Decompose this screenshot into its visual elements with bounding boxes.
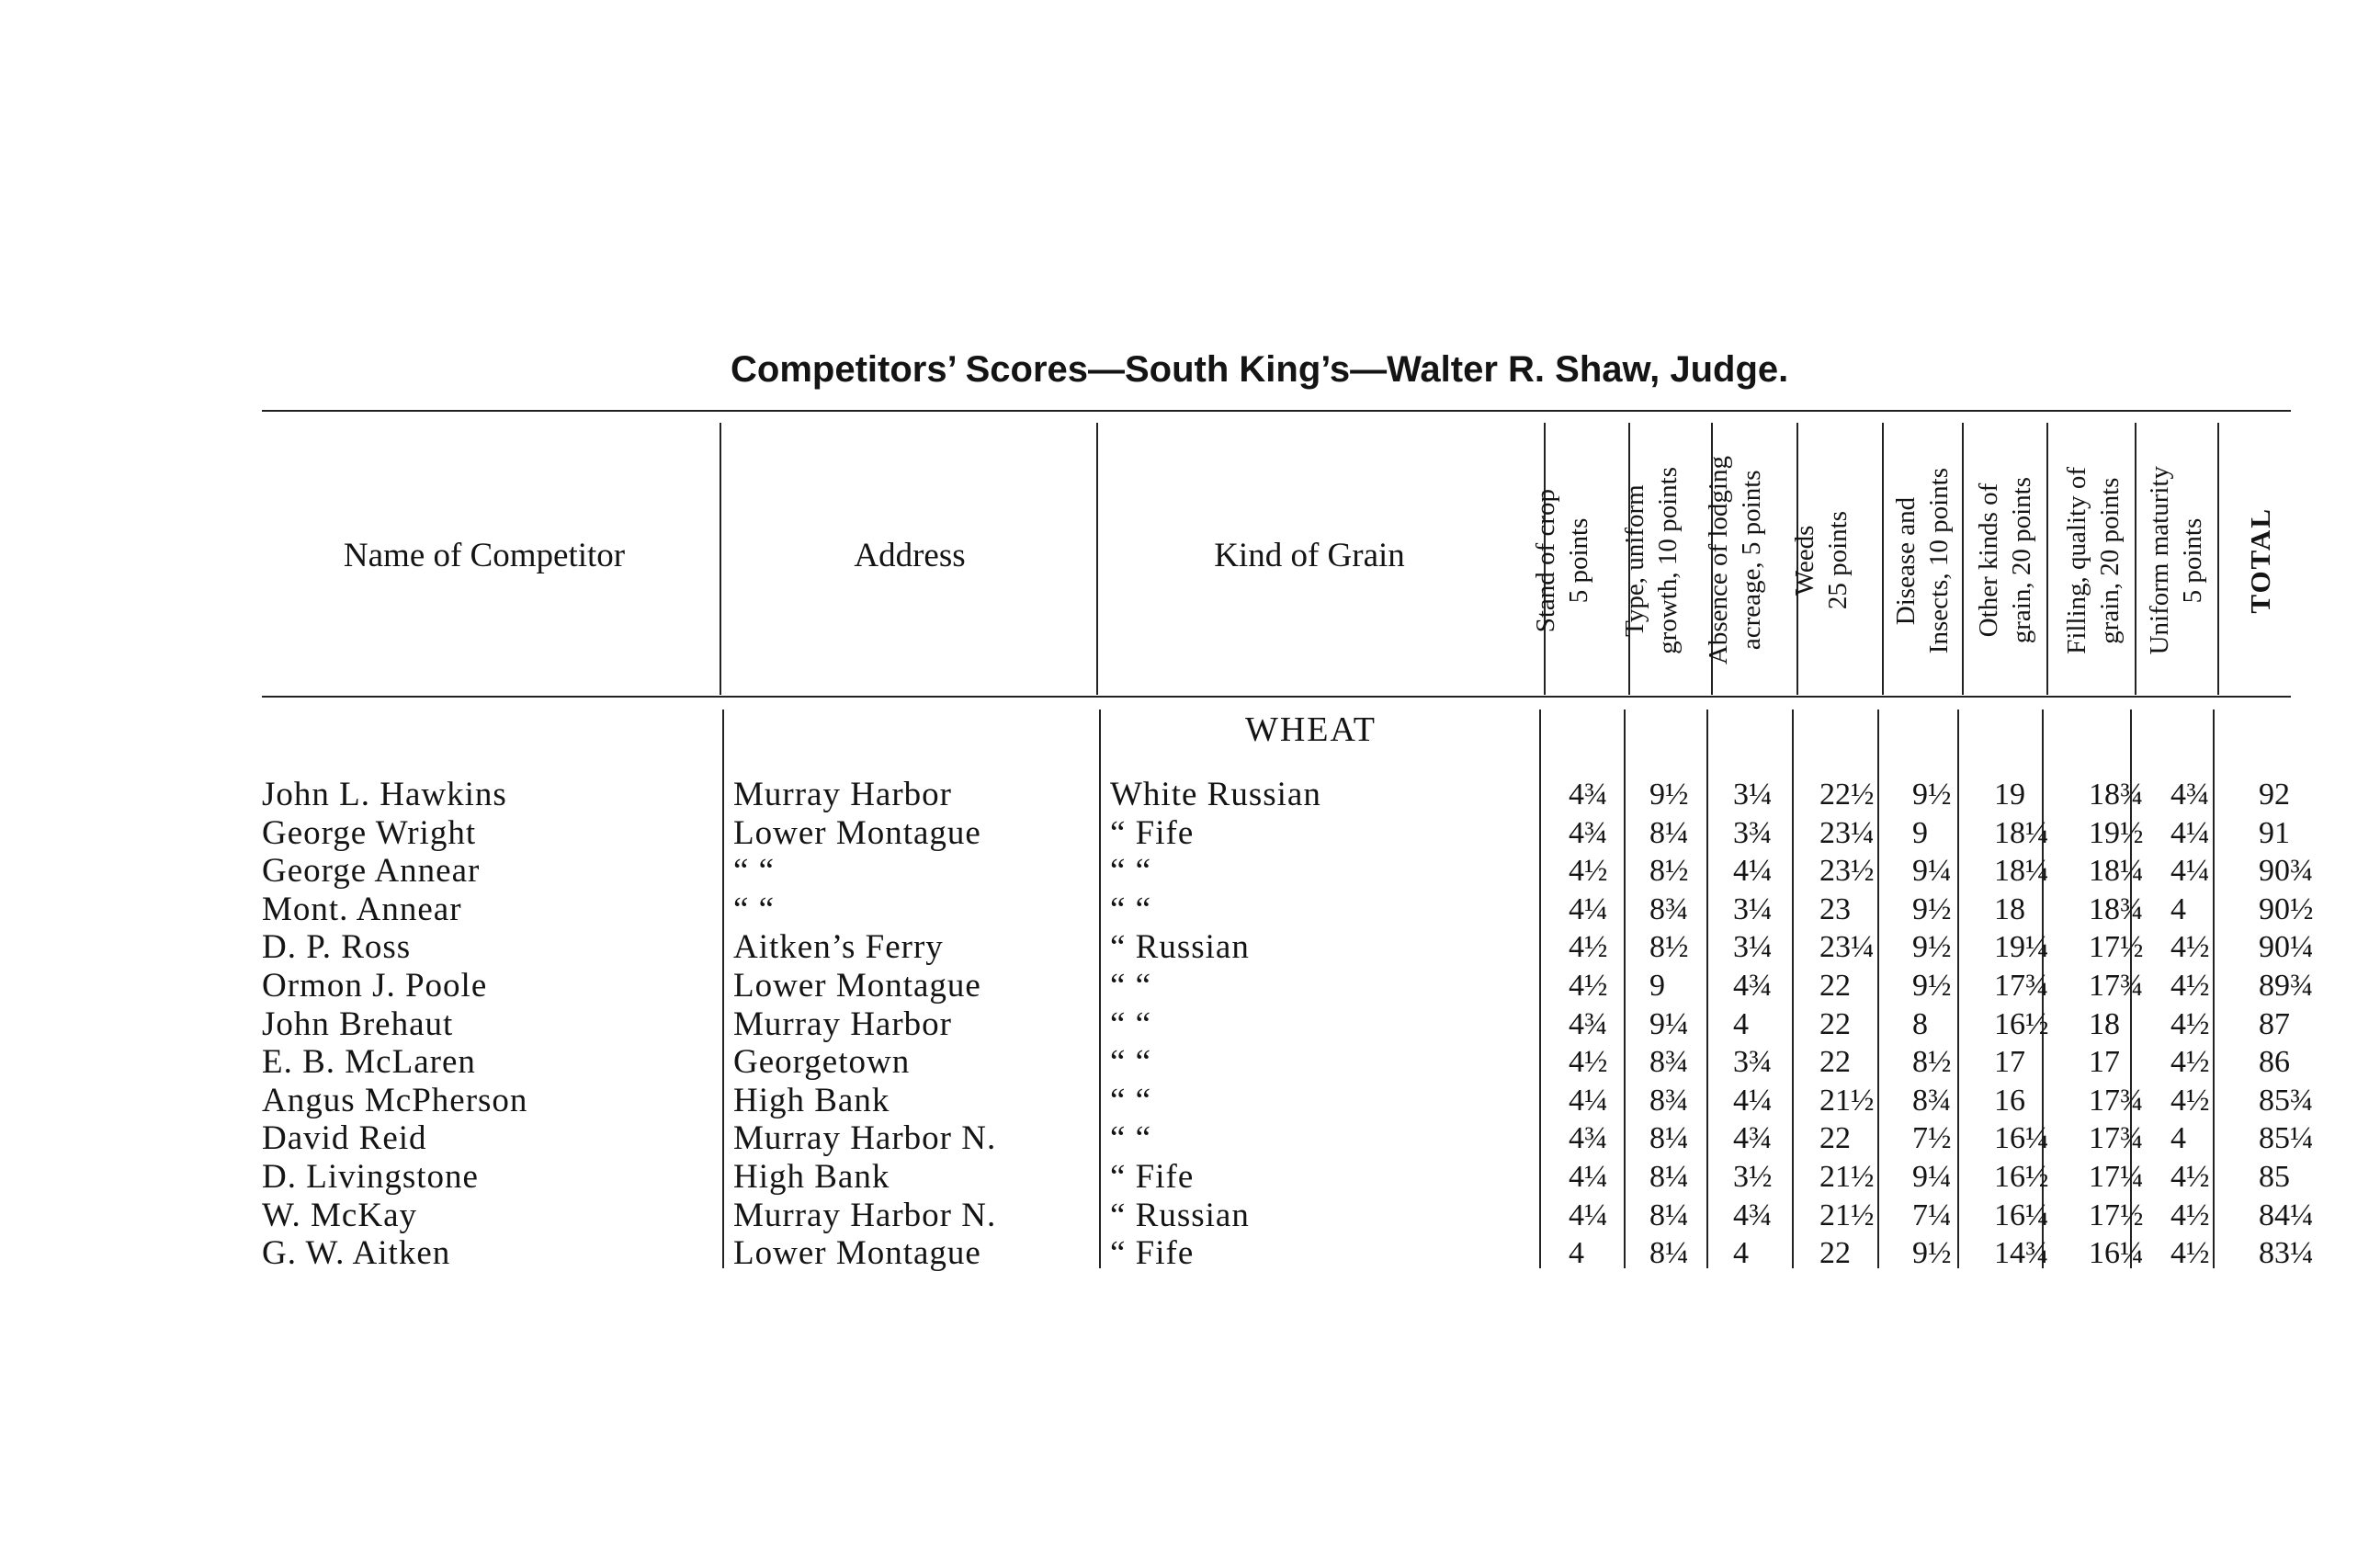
competitor-address: “ “ <box>733 890 776 928</box>
competitor-address: Murray Harbor <box>733 776 952 813</box>
score-cell: 9 <box>1649 969 1665 1003</box>
grain-kind: “ “ <box>1110 967 1152 1005</box>
table-row <box>0 1198 2380 1234</box>
header-top-rule <box>262 410 2291 412</box>
competitor-name: Angus McPherson <box>262 1081 528 1119</box>
competitor-name: G. W. Aitken <box>262 1234 451 1273</box>
score-cell: 16¼ <box>2089 1236 2144 1271</box>
score-cell: 9½ <box>1912 1236 1952 1271</box>
score-cell: 8¼ <box>1649 1160 1689 1194</box>
score-cell: 23½ <box>1819 854 1875 889</box>
score-column-header-line: 25 points <box>1823 511 1853 610</box>
grain-kind: “ Fife <box>1110 1158 1195 1196</box>
table-row <box>0 1083 2380 1119</box>
header-name: Name of Competitor <box>343 537 626 574</box>
score-cell: 22 <box>1819 1045 1851 1080</box>
grain-kind: “ “ <box>1110 1043 1152 1082</box>
table-row <box>0 1044 2380 1081</box>
score-cell: 7¼ <box>1912 1198 1952 1232</box>
score-column-header <box>1962 423 2048 698</box>
grain-kind: “ “ <box>1110 890 1152 928</box>
score-cell: 9¼ <box>1912 1160 1952 1194</box>
score-total: 85¼ <box>2259 1121 2314 1156</box>
competitor-name: David Reid <box>262 1119 427 1158</box>
table-row <box>0 891 2380 928</box>
score-cell: 3¾ <box>1733 1045 1773 1080</box>
score-cell: 19¼ <box>1994 930 2049 965</box>
score-total: 83¼ <box>2259 1236 2314 1271</box>
score-cell: 8¼ <box>1649 1198 1689 1232</box>
score-cell: 4 <box>2170 1121 2186 1156</box>
score-cell: 4¾ <box>1733 1121 1773 1156</box>
score-cell: 22½ <box>1819 778 1875 812</box>
score-total: 87 <box>2259 1006 2290 1041</box>
score-cell: 4¾ <box>1569 778 1608 812</box>
score-cell: 19 <box>1994 778 2025 812</box>
score-cell: 18¼ <box>2089 854 2144 889</box>
competitor-name: E. B. McLaren <box>262 1043 476 1082</box>
score-cell: 4¼ <box>1569 1083 1608 1118</box>
score-column-header-line: Disease and <box>1891 496 1921 625</box>
score-cell: 4½ <box>2170 969 2210 1003</box>
score-column-header-line: TOTAL <box>2244 507 2276 614</box>
score-cell: 8¾ <box>1649 891 1689 926</box>
score-column-header <box>1521 423 1604 698</box>
score-cell: 3½ <box>1733 1160 1773 1194</box>
score-column-header-line: Uniform maturity <box>2145 466 2174 655</box>
score-cell: 8¾ <box>1912 1083 1952 1118</box>
score-cell: 18 <box>1994 891 2025 926</box>
score-cell: 9 <box>1912 815 1928 850</box>
score-cell: 8 <box>1912 1006 1928 1041</box>
competitor-address: Murray Harbor N. <box>733 1119 997 1158</box>
table-row <box>0 968 2380 1005</box>
score-cell: 8½ <box>1912 1045 1952 1080</box>
score-cell: 18¼ <box>1994 815 2049 850</box>
score-cell: 4¼ <box>1569 1160 1608 1194</box>
score-cell: 9½ <box>1912 930 1952 965</box>
score-total: 91 <box>2259 815 2290 850</box>
score-column-header-text <box>1972 477 2038 643</box>
score-column-header-line: Stand of crop <box>1531 488 1560 633</box>
score-cell: 8¾ <box>1649 1083 1689 1118</box>
score-cell: 23¼ <box>1819 930 1875 965</box>
score-column-header-text <box>2060 467 2126 654</box>
competitor-address: Lower Montague <box>733 1234 981 1273</box>
score-column-header-line: Other kinds of <box>1974 483 2003 638</box>
competitor-name: D. P. Ross <box>262 928 412 967</box>
header-column-rule <box>1096 423 1098 695</box>
competitor-address: Murray Harbor <box>733 1005 952 1043</box>
score-cell: 18¼ <box>1994 854 2049 889</box>
score-column-header-line: Weeds <box>1790 525 1819 596</box>
score-column-header-text <box>1618 467 1684 654</box>
score-cell: 7½ <box>1912 1121 1952 1156</box>
grain-kind: “ Fife <box>1110 813 1195 852</box>
score-cell: 8½ <box>1649 930 1689 965</box>
score-column-header <box>2051 423 2136 698</box>
score-cell: 17¾ <box>2089 1083 2144 1118</box>
score-cell: 4 <box>1733 1236 1749 1271</box>
score-cell: 4¾ <box>1569 1121 1608 1156</box>
score-cell: 4½ <box>1569 930 1608 965</box>
competitor-address: Lower Montague <box>733 967 981 1005</box>
score-cell: 4½ <box>2170 930 2210 965</box>
competitor-name: John L. Hawkins <box>262 776 507 813</box>
score-cell: 9¼ <box>1912 854 1952 889</box>
score-cell: 22 <box>1819 1121 1851 1156</box>
score-cell: 17¼ <box>2089 1160 2144 1194</box>
score-cell: 4½ <box>2170 1006 2210 1041</box>
score-cell: 16¼ <box>1994 1198 2049 1232</box>
competitor-address: High Bank <box>733 1158 890 1196</box>
table-row <box>0 929 2380 966</box>
score-total: 89¾ <box>2259 969 2314 1003</box>
score-total: 86 <box>2259 1045 2290 1080</box>
score-total: 85¾ <box>2259 1083 2314 1118</box>
score-column-header-text <box>1788 511 1854 609</box>
score-cell: 16½ <box>1994 1160 2049 1194</box>
grain-kind: “ Fife <box>1110 1234 1195 1273</box>
score-cell: 4 <box>1569 1236 1584 1271</box>
score-cell: 17¾ <box>1994 969 2049 1003</box>
score-cell: 4½ <box>2170 1236 2210 1271</box>
competitor-address: Lower Montague <box>733 813 981 852</box>
score-cell: 4 <box>1733 1006 1749 1041</box>
table-row <box>0 777 2380 813</box>
score-column-header-line: growth, 10 points <box>1653 467 1683 654</box>
score-column-header-line: Filling, quality of <box>2062 467 2091 654</box>
score-cell: 17¾ <box>2089 969 2144 1003</box>
score-cell: 4¾ <box>1569 1006 1608 1041</box>
score-cell: 16 <box>1994 1083 2025 1118</box>
score-column-header-line: 5 points <box>1564 517 1593 604</box>
competitor-name: John Brehaut <box>262 1005 454 1043</box>
page-title: Competitors’ Scores—South King’s—Walter R. Shaw, Judge. <box>731 349 1789 390</box>
score-cell: 4¾ <box>1569 815 1608 850</box>
score-column-header-text <box>1702 456 1768 664</box>
score-cell: 9¼ <box>1649 1006 1689 1041</box>
score-cell: 19½ <box>2089 815 2144 850</box>
score-cell: 21½ <box>1819 1083 1875 1118</box>
score-cell: 16¼ <box>1994 1121 2049 1156</box>
competitor-name: George Wright <box>262 813 477 852</box>
score-cell: 17½ <box>2089 930 2144 965</box>
score-column-header-text <box>2244 507 2277 614</box>
score-cell: 22 <box>1819 1006 1851 1041</box>
score-cell: 4½ <box>2170 1198 2210 1232</box>
score-column-header-text <box>2143 466 2209 654</box>
score-cell: 23 <box>1819 891 1851 926</box>
score-column-header <box>1693 423 1777 698</box>
score-column-header-line: grain, 20 points <box>2095 477 2125 644</box>
score-cell: 4½ <box>1569 854 1608 889</box>
score-column-header-line: grain, 20 points <box>2007 477 2036 644</box>
score-cell: 21½ <box>1819 1160 1875 1194</box>
score-cell: 23¼ <box>1819 815 1875 850</box>
score-column-header-line: Type, uniform <box>1620 484 1649 637</box>
competitor-address: “ “ <box>733 852 776 891</box>
grain-kind: “ “ <box>1110 1005 1152 1043</box>
score-cell: 4¾ <box>2170 778 2210 812</box>
score-cell: 18 <box>2089 1006 2120 1041</box>
score-column-header-text <box>1889 468 1955 653</box>
score-cell: 3¼ <box>1733 930 1773 965</box>
score-column-header <box>2223 423 2298 698</box>
score-column-header <box>1876 423 1968 698</box>
score-cell: 8¼ <box>1649 1121 1689 1156</box>
table-row <box>0 1235 2380 1272</box>
header-grain: Kind of Grain <box>1214 537 1405 574</box>
score-cell: 8½ <box>1649 854 1689 889</box>
grain-kind: White Russian <box>1110 776 1321 813</box>
table-row <box>0 1120 2380 1157</box>
competitor-name: Ormon J. Poole <box>262 967 488 1005</box>
score-cell: 8¼ <box>1649 815 1689 850</box>
score-total: 90½ <box>2259 891 2314 926</box>
grain-kind: “ Russian <box>1110 928 1250 967</box>
score-cell: 17½ <box>2089 1198 2144 1232</box>
grain-kind: “ “ <box>1110 852 1152 891</box>
score-cell: 4¼ <box>2170 854 2210 889</box>
score-cell: 4 <box>2170 891 2186 926</box>
score-column-header <box>2135 423 2217 698</box>
score-column-header-line: Insects, 10 points <box>1924 467 1954 654</box>
score-cell: 14¾ <box>1994 1236 2049 1271</box>
score-total: 90¾ <box>2259 854 2314 889</box>
competitor-name: D. Livingstone <box>262 1158 479 1196</box>
score-cell: 18¾ <box>2089 891 2144 926</box>
score-cell: 22 <box>1819 969 1851 1003</box>
table-row <box>0 853 2380 890</box>
score-column-header-line: 5 points <box>2178 517 2207 604</box>
score-cell: 16½ <box>1994 1006 2049 1041</box>
score-cell: 4½ <box>2170 1045 2210 1080</box>
score-column-header <box>1609 423 1694 698</box>
score-cell: 21½ <box>1819 1198 1875 1232</box>
competitor-name: George Annear <box>262 852 481 891</box>
score-total: 90¼ <box>2259 930 2314 965</box>
score-cell: 4¾ <box>1733 969 1773 1003</box>
competitor-address: High Bank <box>733 1081 890 1119</box>
score-total: 92 <box>2259 778 2290 812</box>
header-column-rule <box>2217 423 2219 695</box>
score-column-header-line: Absence of lodging <box>1704 456 1733 665</box>
score-cell: 8¼ <box>1649 1236 1689 1271</box>
score-cell: 4½ <box>2170 1160 2210 1194</box>
header-column-rule <box>720 423 721 695</box>
score-cell: 17 <box>2089 1045 2120 1080</box>
score-cell: 17¾ <box>2089 1121 2144 1156</box>
score-cell: 17 <box>1994 1045 2025 1080</box>
table-row <box>0 815 2380 852</box>
score-cell: 4¼ <box>2170 815 2210 850</box>
grain-kind: “ “ <box>1110 1081 1152 1119</box>
score-cell: 9½ <box>1912 891 1952 926</box>
score-cell: 18¾ <box>2089 778 2144 812</box>
section-heading: WHEAT <box>1245 710 1377 749</box>
score-column-header-text <box>1529 489 1595 632</box>
score-cell: 4¼ <box>1569 891 1608 926</box>
competitor-address: Georgetown <box>733 1043 911 1082</box>
table-row <box>0 1159 2380 1196</box>
grain-kind: “ “ <box>1110 1119 1152 1158</box>
score-column-header-line: acreage, 5 points <box>1737 471 1766 651</box>
grain-kind: “ Russian <box>1110 1196 1250 1234</box>
score-cell: 4¼ <box>1733 854 1773 889</box>
competitor-address: Aitken’s Ferry <box>733 928 944 967</box>
score-cell: 3¼ <box>1733 891 1773 926</box>
header-address: Address <box>854 537 966 574</box>
score-cell: 4½ <box>1569 1045 1608 1080</box>
score-column-header <box>1779 423 1864 698</box>
score-cell: 4¾ <box>1733 1198 1773 1232</box>
competitor-name: W. McKay <box>262 1196 417 1234</box>
score-cell: 22 <box>1819 1236 1851 1271</box>
competitor-address: Murray Harbor N. <box>733 1196 997 1234</box>
score-cell: 4½ <box>1569 969 1608 1003</box>
score-cell: 4¼ <box>1569 1198 1608 1232</box>
competitor-name: Mont. Annear <box>262 890 462 928</box>
score-cell: 4½ <box>2170 1083 2210 1118</box>
score-total: 85 <box>2259 1160 2290 1194</box>
table-row <box>0 1006 2380 1043</box>
score-cell: 9½ <box>1649 778 1689 812</box>
score-cell: 3¼ <box>1733 778 1773 812</box>
score-cell: 8¾ <box>1649 1045 1689 1080</box>
score-cell: 4¼ <box>1733 1083 1773 1118</box>
score-total: 84¼ <box>2259 1198 2314 1232</box>
score-cell: 9½ <box>1912 969 1952 1003</box>
score-cell: 9½ <box>1912 778 1952 812</box>
score-cell: 3¾ <box>1733 815 1773 850</box>
